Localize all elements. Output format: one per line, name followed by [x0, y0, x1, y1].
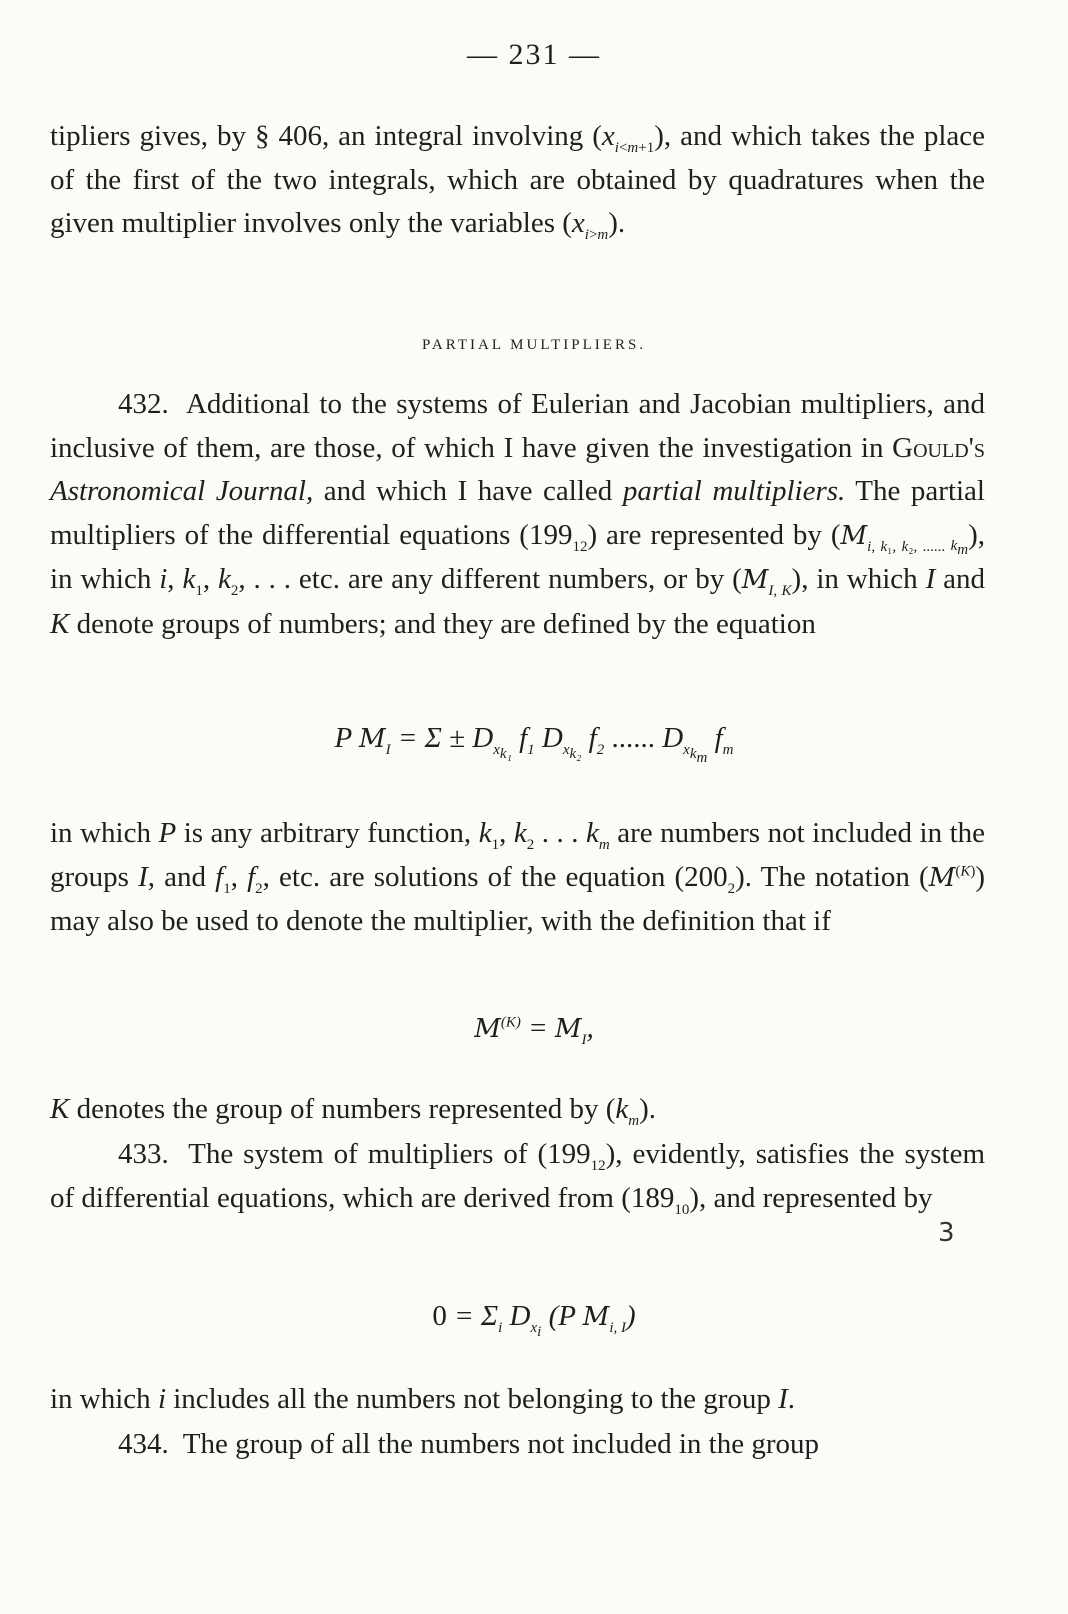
paragraph-after-equation-3: in which i includes all the numbers not belonging to the group I.	[50, 1383, 796, 1415]
paragraph-432: 432. Additional to the systems of Eulerian and Jacobian multipliers, and inclusive of them, are those, of which I have given the investigation in Gould's Astronomical Journal, and which I have called partial multipliers. The partial multipliers of the differential equations $(199_{12})$ are represented by $(M_{i, k_1, k_2, ...... k_m})$, in which i, $k_1$, $k_2$, . . . etc. are any different numbers, or by $(M_{I, K})$, in which I and K denote groups of numbers; and they are defined by the equation	[50, 388, 986, 640]
equation-1: P $M_I = \Sigma \pm D_{x_{k_1}}$ $f_1$ $D_{x_{k_2}}$ $f_2$ ...... $D_{x_{k_m}}$ $f_m$	[334, 722, 734, 766]
text-span: ), in which	[50, 518, 986, 595]
text-span: , and	[147, 860, 216, 893]
paragraph-number: 432.	[118, 388, 169, 420]
handwritten-correction: 3	[938, 1218, 955, 1248]
equation-2: $M^{(K)} = M_I$,	[474, 1012, 594, 1048]
text-span: includes all the numbers not belonging to the group	[166, 1383, 779, 1415]
paragraph-continuation-text: tipliers gives, by § 406, an integral involving $(x_{i<m+1})$, and which takes the place of the first of the two integrals, which are obtained by quadratures when the given multiplier involves only the variables $(x_{i>m})$.	[50, 120, 985, 243]
term-emphasis: partial multipliers.	[622, 475, 846, 507]
text-span: in which	[50, 1383, 158, 1415]
equation-3: $0 = \Sigma_i$ $D_{x_i}$ (P $M_{i, I}$)	[432, 1300, 636, 1340]
journal-title: Astronomical Journal,	[50, 475, 314, 507]
paragraph-number: 434.	[118, 1428, 169, 1460]
text-span: The partial multipliers of the differential equations (199	[50, 475, 985, 551]
text-span: ), evidently, satisfies the system of differential equations, which are derived from (18	[50, 1138, 986, 1214]
paragraph-434	[50, 1423, 985, 1467]
text-span: The system of multipliers of (199	[188, 1138, 591, 1170]
text-span: Additional to the systems of Eulerian and Jacobian multipliers, and inclusive of them, are those, of which I have given the investigation in	[50, 388, 985, 464]
text-span: ), in which	[791, 563, 926, 595]
text-span: ) may also be used to denote the multiplier, with the definition that if	[50, 860, 986, 937]
section-heading: PARTIAL MULTIPLIERS.	[421, 337, 647, 353]
paragraph-after-equation-1: in which P is any arbitrary function, $k_1$, $k_2$ . . . $k_m$ are numbers not included in the groups I, and $f_1$, $f_2$, etc. are solutions of the equation $(200_2)$. The notation $(M^{(K)})$ may also be used to denote the multiplier, with the definition that if	[50, 817, 986, 937]
text-span: ), and represented by	[689, 1181, 933, 1214]
text-span: etc. are any different numbers, or by (	[298, 563, 742, 595]
paragraph-continuation	[50, 115, 985, 246]
text-span: denote groups of numbers; and they are defined by the equation	[69, 607, 816, 640]
page-number: — 231 —	[467, 38, 601, 71]
text-span: The group of all the numbers not included in the group	[182, 1428, 819, 1460]
text-span: denotes the group of numbers represented by (	[69, 1093, 616, 1125]
paragraph-number: 433.	[118, 1138, 169, 1170]
subscript: 2	[727, 880, 736, 897]
text-span: are numbers not included in the groups	[50, 817, 986, 893]
text-span: is any arbitrary function,	[176, 817, 479, 849]
text-span: , etc. are solutions of the equation (200	[262, 860, 728, 893]
paragraph-k-definition: K denotes the group of numbers represented by $(k_m)$.	[50, 1093, 656, 1129]
author-name: Gould's	[892, 431, 985, 464]
text-span: in which	[50, 817, 159, 849]
text-span: and which I have called	[313, 475, 623, 507]
text-span: ) are represented by (	[587, 518, 841, 551]
subscript: 12	[590, 1157, 606, 1174]
text-span: ). The notation (	[735, 860, 929, 893]
text-span: and	[935, 563, 986, 595]
subscript: 12	[572, 538, 588, 555]
paragraph-433: 433. The system of multipliers of $(199_{12})$, evidently, satisfies the system of differential equations, which are derived from $(189_{10})$, and represented by	[50, 1138, 986, 1218]
